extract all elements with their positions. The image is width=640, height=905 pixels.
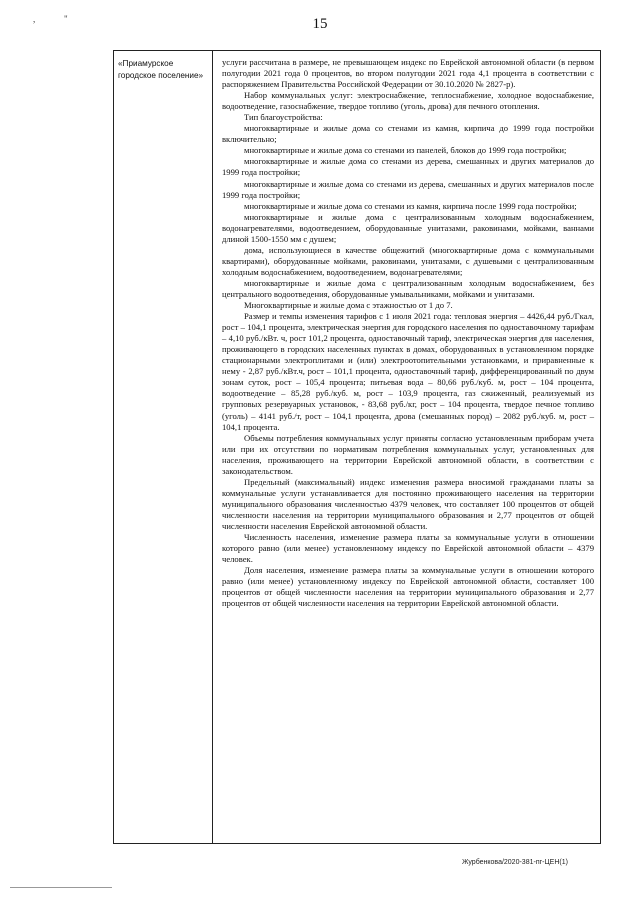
paragraph: Размер и темпы изменения тарифов с 1 июля 2021 года: тепловая энергия – 4426,44 руб./Гкал, рост – 104,1 процента, электрическая энергия для городского населения по одноставочному тарифам – 4,10 руб./кВт. ч, рост 101,2 процента, одноставочный тариф, электрическая энергия для населения, проживающего в городских населенных пунктах в домах, оборудованных в установленном порядке стационарными электроплитами и (или) электроотопительными установками, и приравненные к нему - 2,87 руб./кВт.ч, рост – 101,1 процента, одноставочный тариф, дифференцированный по двум зонам суток, рост – 105,4 процента; питьевая вода – 80,66 руб./куб. м, рост – 104 процента, водоотведение – 85,28 руб./куб. м, рост – 103,9 процента, газ сжиженный, реализуемый из групповых резервуарных установок, - 83,68 руб./кг, рост – 104 процента, твердое печное топливо (уголь) – 4141 руб./т, рост – 104,1 процента, дрова (смешанных пород) – 2082 руб./куб. м, рост – 104,1 процента.: [222, 311, 594, 432]
paragraph: многоквартирные и жилые дома с централизованным холодным водоснабжением, без центрального водоотведения, оборудованные умывальниками, мойками и унитазами.: [222, 277, 594, 299]
paragraph: дома, использующиеся в качестве общежитий (многоквартирные дома с коммунальными квартирами), оборудованные мойками, раковинами, унитазами, с душевыми с централизованным холодным водоснабжением, водоотведением, водонагревателями;: [222, 244, 594, 277]
paragraph: Объемы потребления коммунальных услуг приняты согласно установленным приборам учета или при их отсутствии по нормативам потребления коммунальных услуг, установленных для населения, проживающего на территории Еврейской автономной области, в соответствии с законодательством.: [222, 432, 594, 476]
paragraph: Предельный (максимальный) индекс изменения размера вносимой гражданами платы за коммунальные услуги устанавливается для постоянно проживающего населения на территории муниципального образования численностью 4379 человек, что составляет 100 процентов от общей численности населения на территории муниципального образования и 2,77 процентов от общей численности населения Еврейской автономной области.: [222, 476, 594, 531]
paragraph: многоквартирные и жилые дома со стенами из дерева, смешанных и других материалов до 1999 года постройки;: [222, 156, 594, 178]
paragraph: услуги рассчитана в размере, не превышающем индекс по Еврейской автономной области (в первом полугодии 2021 года 0 процентов, во втором полугодии 2021 года 4,1 процента в соответствии с распоряжением Правительства Российской Федерации от 30.10.2020 № 2827-р).: [222, 57, 594, 90]
page-number: 15: [312, 16, 328, 32]
paragraph: многоквартирные и жилые дома со стенами из камня, кирпича после 1999 года постройки;: [244, 200, 577, 211]
scan-mark-right: ": [64, 14, 68, 24]
paragraph: Тип благоустройства:: [244, 112, 323, 123]
footer-divider: [10, 887, 112, 888]
description-column: [222, 57, 594, 609]
municipality-column: [114, 51, 213, 843]
document-code: Журбенкова/2020-381-пг-ЦЕН(1): [462, 859, 568, 866]
municipality-name: «Приамурское городское поселение»: [118, 59, 204, 81]
paragraph: Доля населения, изменение размера платы за коммунальные услуги в отношении которого равно (или менее) установленному индексу по Еврейской автономной области, составляет 100 процентов от общей численности населения на территории муниципального образования и 2,77 процентов от общей численности населения на территории Еврейской автономной области.: [222, 565, 594, 609]
scan-mark-left: ,: [33, 14, 36, 24]
paragraph: многоквартирные и жилые дома со стенами из дерева, смешанных и других материалов после 1999 года постройки;: [222, 178, 594, 200]
paragraph: многоквартирные и жилые дома со стенами из панелей, блоков до 1999 года постройки;: [244, 145, 567, 156]
paragraph: Набор коммунальных услуг: электроснабжение, теплоснабжение, холодное водоснабжение, водоотведение, газоснабжение, твердое топливо (уголь, дрова) для печного отопления.: [222, 90, 594, 112]
paragraph: многоквартирные и жилые дома со стенами из камня, кирпича до 1999 года постройки включительно;: [222, 123, 594, 145]
paragraph: Численность населения, изменение размера платы за коммунальные услуги в отношении которого равно (или менее) установленному индексу по Еврейской автономной области – 4379 человек.: [222, 532, 594, 565]
content-table: [113, 50, 601, 844]
paragraph: многоквартирные и жилые дома с централизованным холодным водоснабжением, водонагревателями, водоотведением, оборудованные унитазами, раковинами, мойками, ваннами длиной 1500-1550 мм с душем;: [222, 211, 594, 244]
paragraph: Многоквартирные и жилые дома с этажностью от 1 до 7.: [244, 300, 453, 311]
